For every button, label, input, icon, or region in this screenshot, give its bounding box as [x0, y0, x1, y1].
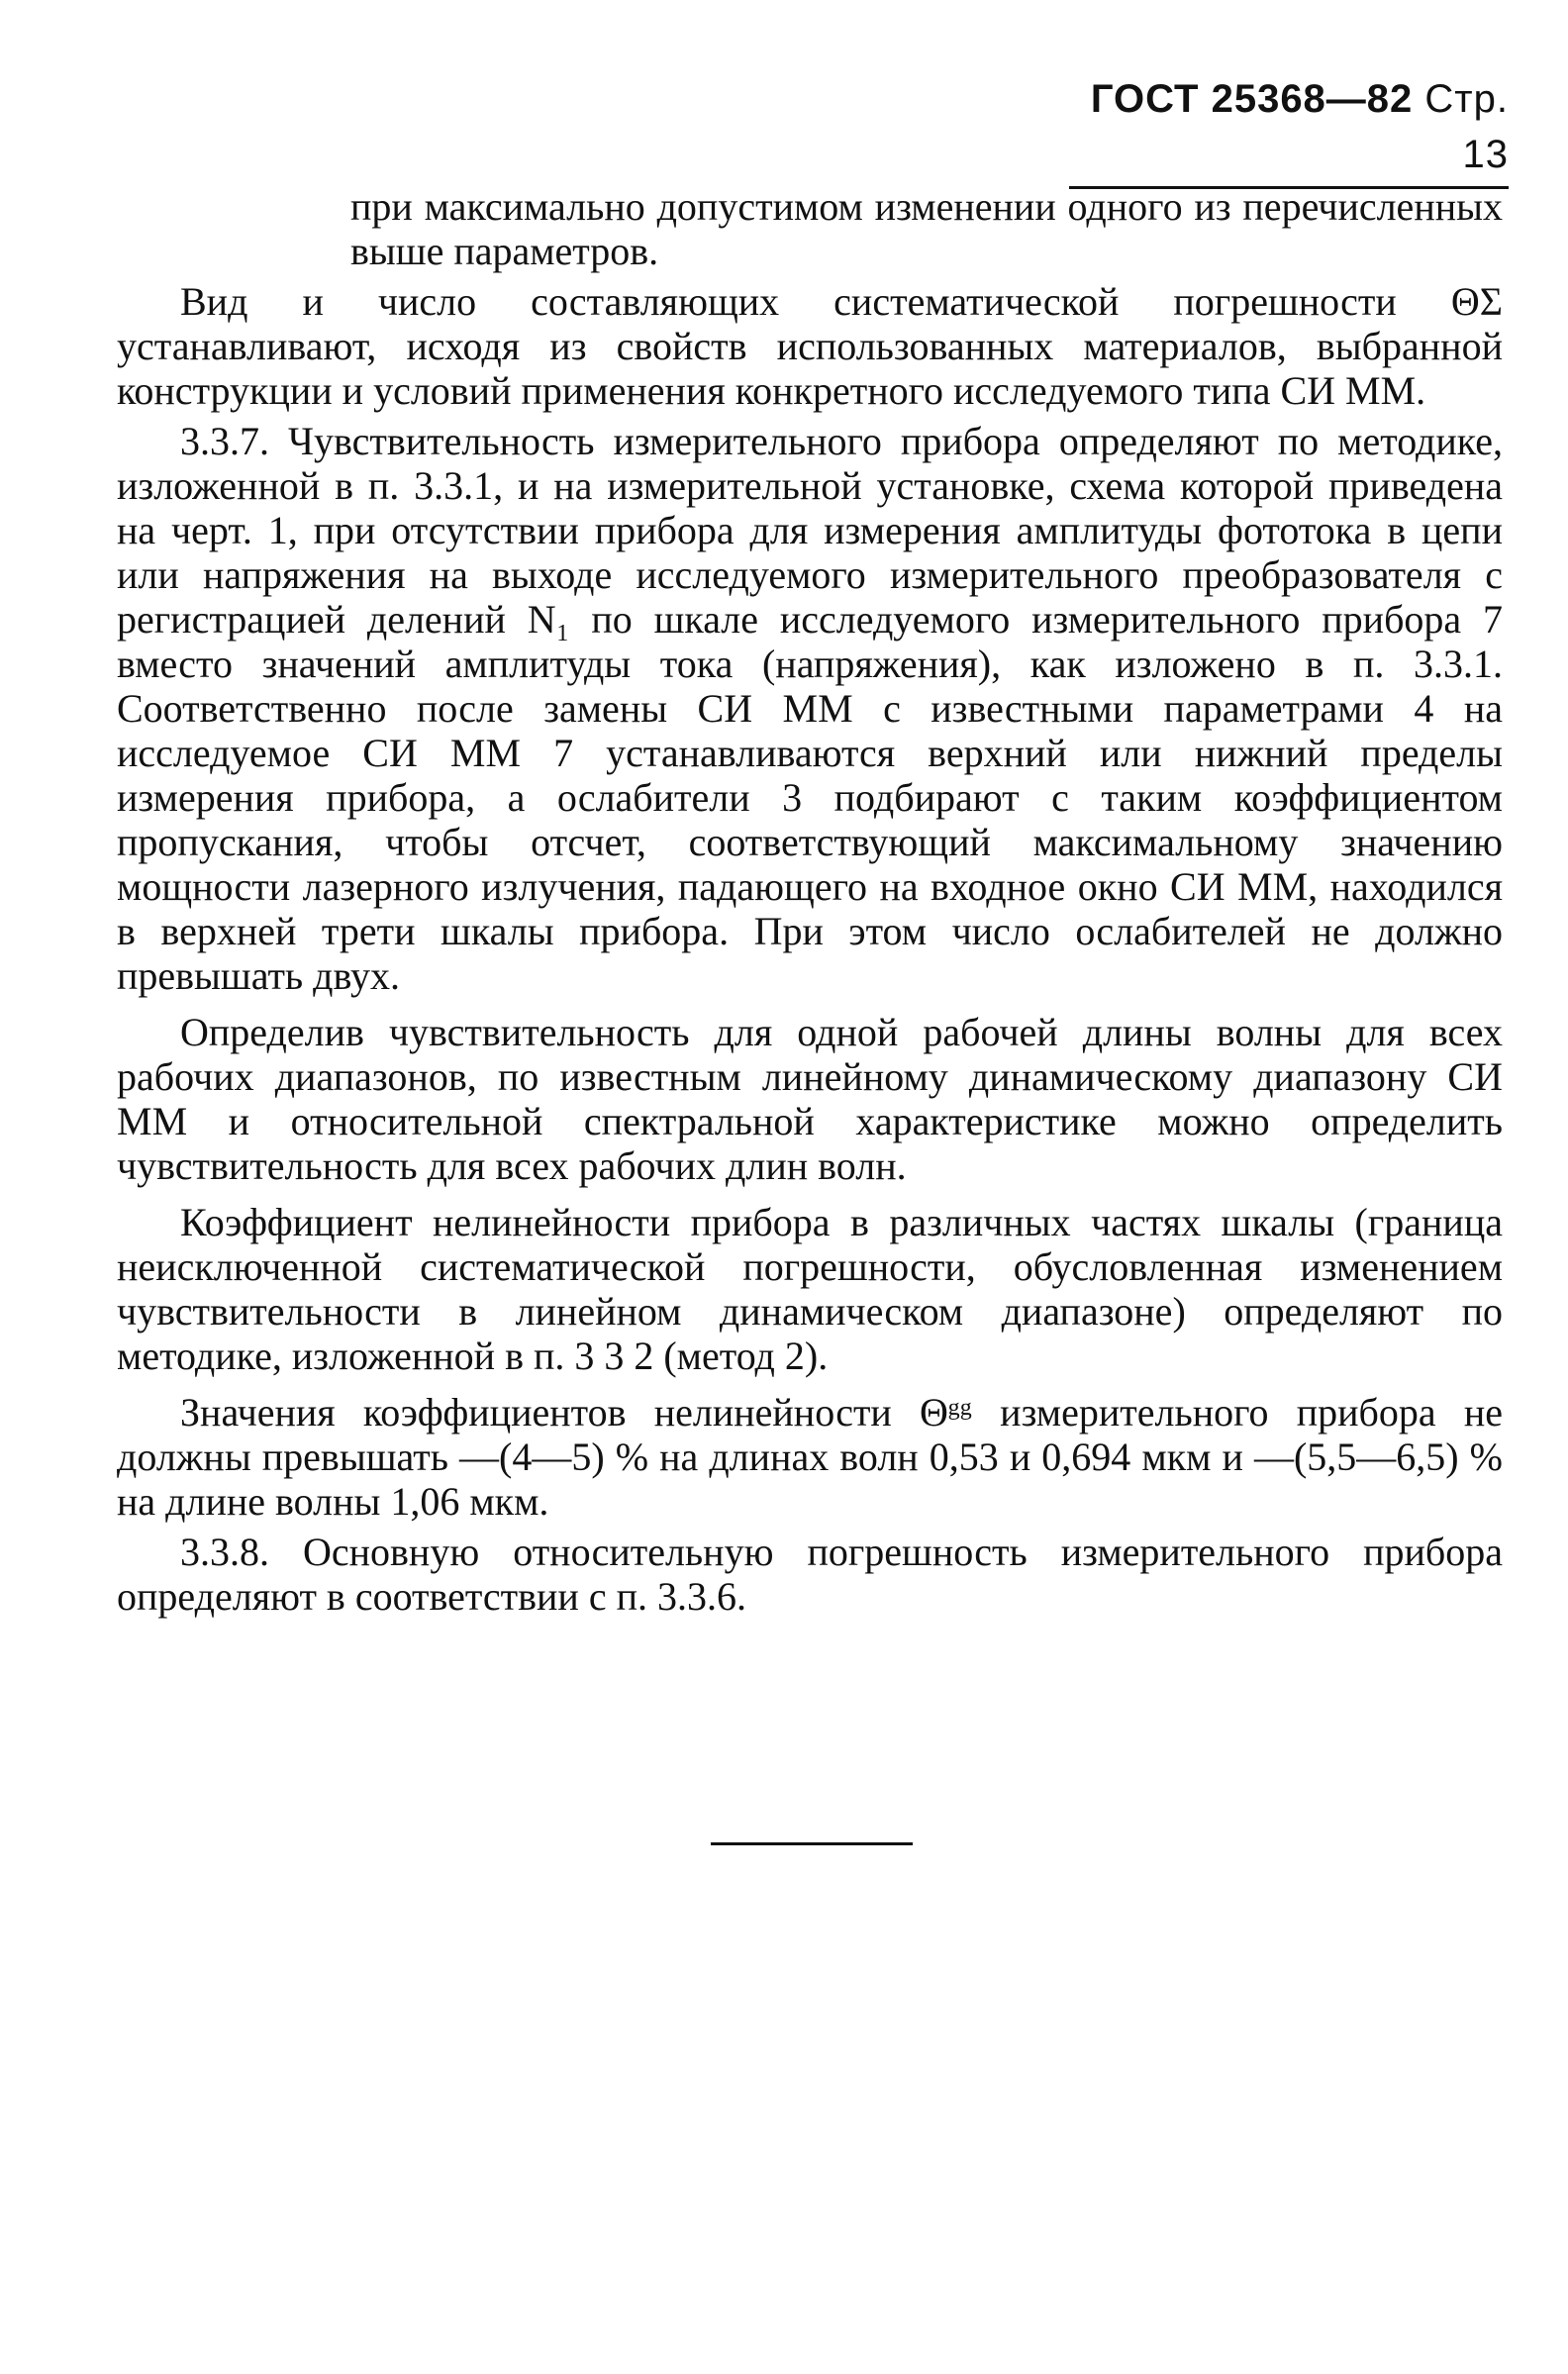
- paragraph-error-components: Вид и число составляющих систематической погрешности ΘΣ устанавливают, исходя из свойств использованных материалов, выбранной конструкции и условий применения конкретного исследуемого типа СИ ММ.: [117, 279, 1503, 413]
- paragraph-nonlinearity-values: Значения коэффициентов нелинейности Θᵍᵍ измерительного прибора не должны превышать —(4—5) % на длинах волн 0,53 и 0,694 мкм и —(5,5—6,5) % на длине волны 1,06 мкм.: [117, 1390, 1503, 1524]
- paragraph-nonlinearity: Коэффициент нелинейности прибора в различных частях шкалы (граница неисключенной систематической погрешности, обусловленная изменением чувствительности в линейном динамическом диапазоне) определяют по методике, изложенной в п. 3 3 2 (метод 2).: [117, 1200, 1503, 1378]
- document-body: [117, 184, 1503, 1619]
- end-divider: [711, 1842, 913, 1845]
- paragraph-continuation: при максимально допустимом изменении одного из перечисленных выше параметров.: [350, 184, 1503, 273]
- page-header: [1069, 71, 1509, 189]
- paragraph-section-3-3-8: 3.3.8. Основную относительную погрешность измерительного прибора определяют в соответствии с п. 3.3.6.: [117, 1530, 1503, 1619]
- page-number: Стр. 13: [1424, 77, 1509, 176]
- paragraph-sensitivity: Определив чувствительность для одной рабочей длины волны для всех рабочих диапазонов, по известным линейному динамическому диапазону СИ ММ и относительной спектральной характеристике можно определить чувствительность для всех рабочих длин волн.: [117, 1010, 1503, 1188]
- paragraph-section-3-3-7: 3.3.7. Чувствительность измерительного прибора определяют по методике, изложенной в п. 3.3.1, и на измерительной установке, схема которой приведена на черт. 1, при отсутствии прибора для измерения амплитуды фототока в цепи или напряжения на выходе исследуемого измерительного преобразователя с регистрацией делений N₁ по шкале исследуемого измерительного прибора 7 вместо значений амплитуды тока (напряжения), как изложено в п. 3.3.1. Соответственно после замены СИ ММ с известными параметрами 4 на исследуемое СИ ММ 7 устанавливаются верхний или нижний пределы измерения прибора, а ослабители 3 подбирают с таким коэффициентом пропускания, чтобы отсчет, соответствующий максимальному значению мощности лазерного излучения, падающего на входное окно СИ ММ, находился в верхней трети шкалы прибора. При этом число ослабителей не должно превышать двух.: [117, 419, 1503, 998]
- document-id: ГОСТ 25368—82: [1090, 77, 1414, 121]
